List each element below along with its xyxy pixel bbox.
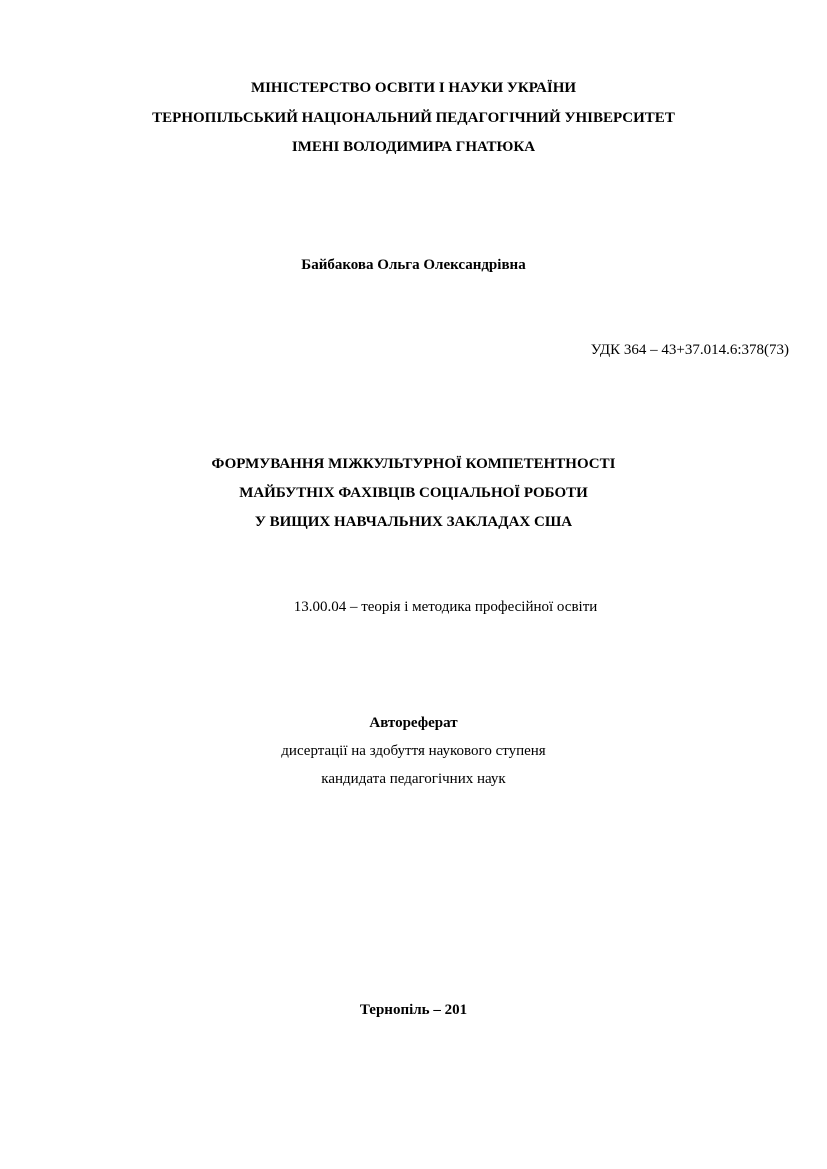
abstract-label: Автореферат <box>369 715 458 731</box>
title-line1: ФОРМУВАННЯ МІЖКУЛЬТУРНОЇ КОМПЕТЕНТНОСТІ <box>211 456 616 472</box>
place-year: Тернопіль – 201 <box>359 1002 468 1018</box>
university-heading-line1: ТЕРНОПІЛЬСЬКИЙ НАЦІОНАЛЬНИЙ ПЕДАГОГІЧНИЙ УНІВЕРСИТЕТ <box>152 110 675 126</box>
title-line2: МАЙБУТНІХ ФАХІВЦІВ СОЦІАЛЬНОЇ РОБОТИ <box>239 485 588 501</box>
author-name: Байбакова Ольга Олександрівна <box>301 257 526 273</box>
abstract-line1: дисертації на здобуття наукового ступеня <box>281 743 546 759</box>
title-line3: У ВИЩИХ НАВЧАЛЬНИХ ЗАКЛАДАХ США <box>254 514 573 530</box>
ministry-heading: МІНІСТЕРСТВО ОСВІТИ І НАУКИ УКРАЇНИ <box>250 80 577 96</box>
abstract-line2: кандидата педагогічних наук <box>321 771 506 787</box>
university-heading-line2: ІМЕНІ ВОЛОДИМИРА ГНАТЮКА <box>291 139 536 155</box>
specialty-code: 13.00.04 – теорія і методика професійної освіти <box>293 599 598 615</box>
udc-code: УДК 364 – 43+37.014.6:378(73) <box>590 342 789 358</box>
